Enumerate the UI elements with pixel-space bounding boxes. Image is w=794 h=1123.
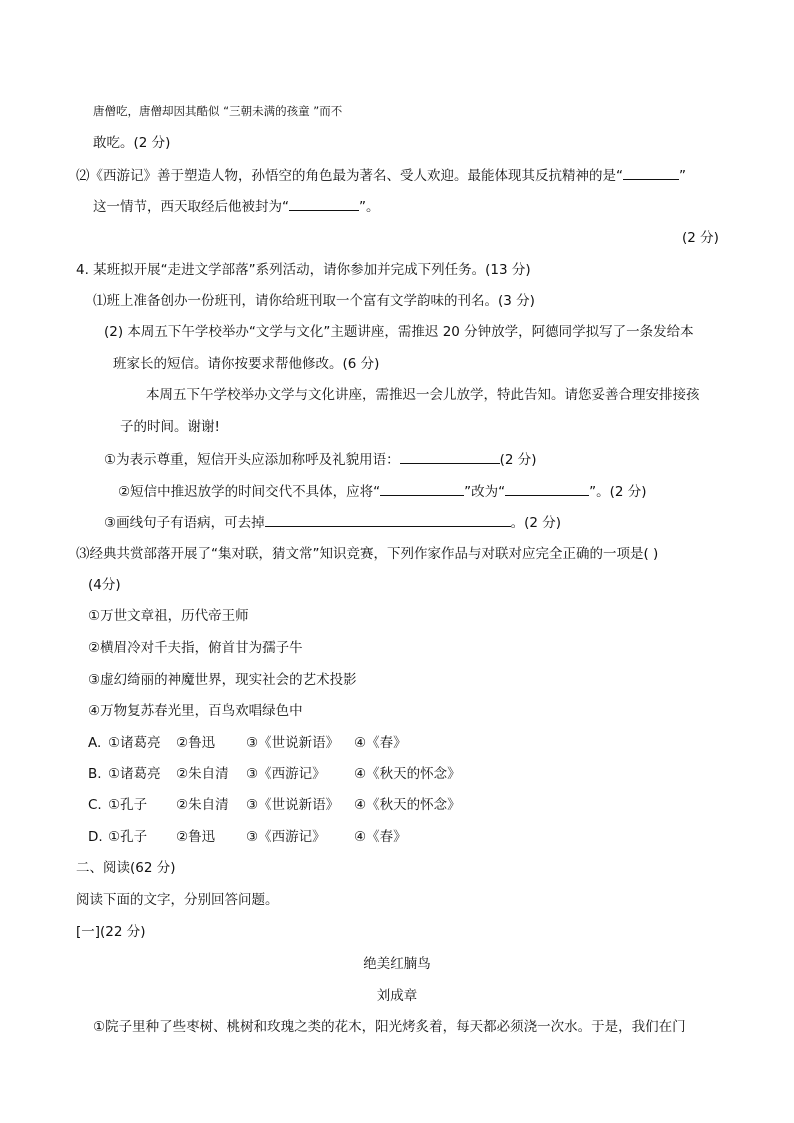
couplet-1: ①万世文章祖，历代帝王师 (88, 608, 249, 624)
subquestion-2 (118, 481, 647, 502)
text-line (93, 196, 380, 217)
subquestion-1 (104, 449, 537, 470)
option-item: ③《西游记》 (246, 829, 326, 845)
text-segment: ②短信中推迟放学的时间交代不具体，应将“ (118, 484, 381, 500)
option-item: ①诸葛亮 (108, 766, 161, 782)
option-item: ④《秋天的怀念》 (354, 797, 461, 813)
option-item: ③《世说新语》 (246, 797, 340, 813)
option-label: B. (88, 766, 102, 782)
text-segment: 这一情节，西天取经后他被封为“ (93, 199, 289, 215)
option-item: ①诸葛亮 (108, 735, 161, 751)
answer-blank (623, 165, 679, 180)
section-heading: 二、阅读(62 分) (76, 860, 176, 876)
answer-blank (400, 449, 500, 464)
text-line: 敢吃。(2 分) (93, 135, 171, 151)
option-label: C. (88, 797, 102, 813)
couplet-4: ④万物复苏春光里，百鸟欢唱绿色中 (88, 703, 303, 719)
text-segment: 。(2 分) (510, 515, 562, 531)
text-segment: ”。(2 分) (589, 484, 647, 500)
option-c[interactable] (88, 795, 461, 815)
text-segment: (2 分) (499, 452, 537, 468)
answer-blank (265, 512, 511, 527)
question-4-2: (2) 本周五下午学校举办“文学与文化”主题讲座，需推迟 20 分钟放学，阿德同学拟写了一条发给本 (104, 324, 694, 340)
score-label: (4分) (88, 577, 121, 593)
text-segment: ①为表示尊重，短信开头应添加称呼及礼貌用语： (104, 452, 400, 468)
sms-text: 子的时间。谢谢! (120, 419, 220, 435)
option-item: ②鲁迅 (176, 735, 216, 751)
score-label: (2 分) (682, 230, 719, 246)
option-item: ③《世说新语》 (246, 735, 340, 751)
option-item: ①孔子 (108, 797, 148, 813)
text-segment: ”改为“ (464, 484, 506, 500)
option-item: ①孔子 (108, 829, 148, 845)
couplet-2: ②横眉冷对千夫指，俯首甘为孺子牛 (88, 640, 303, 656)
option-item: ②朱自清 (176, 766, 229, 782)
sms-text: 本周五下午学校举办文学与文化讲座，需推迟一会儿放学，特此告知。请您妥善合理安排接孩 (146, 387, 700, 403)
article-author: 刘成章 (376, 988, 418, 1004)
option-item: ②朱自清 (176, 797, 229, 813)
answer-blank (380, 481, 464, 496)
article-title: 绝美红腩鸟 (363, 956, 431, 972)
answer-blank (289, 196, 359, 211)
text-segment: ③画线句子有语病，可去掉 (104, 515, 265, 531)
option-d[interactable] (88, 827, 407, 847)
question-4-3: ⑶经典共赏部落开展了“集对联，猜文常”知识竞赛，下列作家作品与对联对应完全正确的一项是( ) (76, 546, 659, 562)
subquestion-3 (104, 512, 561, 533)
text-line: 唐僧吃，唐僧却因其酷似 “三朝未满的孩童 ”而不 (93, 104, 343, 118)
text-segment: ” (679, 168, 686, 184)
answer-blank (505, 481, 589, 496)
option-item: ④《春》 (354, 829, 407, 845)
option-item: ④《春》 (354, 735, 407, 751)
option-a[interactable] (88, 733, 407, 753)
question-4: 4. 某班拟开展“走进文学部落”系列活动，请你参加并完成下列任务。(13 分) (76, 262, 531, 278)
option-label: A. (88, 735, 102, 751)
article-paragraph: ①院子里种了些枣树、桃树和玫瑰之类的花木，阳光烤炙着，每天都必须浇一次水。于是，我们在门 (93, 1019, 686, 1035)
couplet-3: ③虚幻绮丽的神魔世界，现实社会的艺术投影 (88, 672, 357, 688)
text-segment: ⑵《西游记》善于塑造人物，孙悟空的角色最为著名、受人欢迎。最能体现其反抗精神的是“ (76, 168, 623, 184)
reading-instruction: 阅读下面的文字，分别回答问题。 (76, 892, 279, 908)
question-4-1: ⑴班上准备创办一份班刊，请你给班刊取一个富有文学韵味的刊名。(3 分) (93, 293, 535, 309)
option-item: ③《西游记》 (246, 766, 326, 782)
option-item: ④《秋天的怀念》 (354, 766, 461, 782)
option-b[interactable] (88, 764, 461, 784)
part-heading: [一](22 分) (76, 924, 146, 940)
text-segment: ”。 (359, 199, 380, 215)
option-item: ②鲁迅 (176, 829, 216, 845)
option-label: D. (88, 829, 103, 845)
text-line: 班家长的短信。请你按要求帮他修改。(6 分) (113, 356, 380, 372)
question-3-2 (76, 165, 686, 186)
